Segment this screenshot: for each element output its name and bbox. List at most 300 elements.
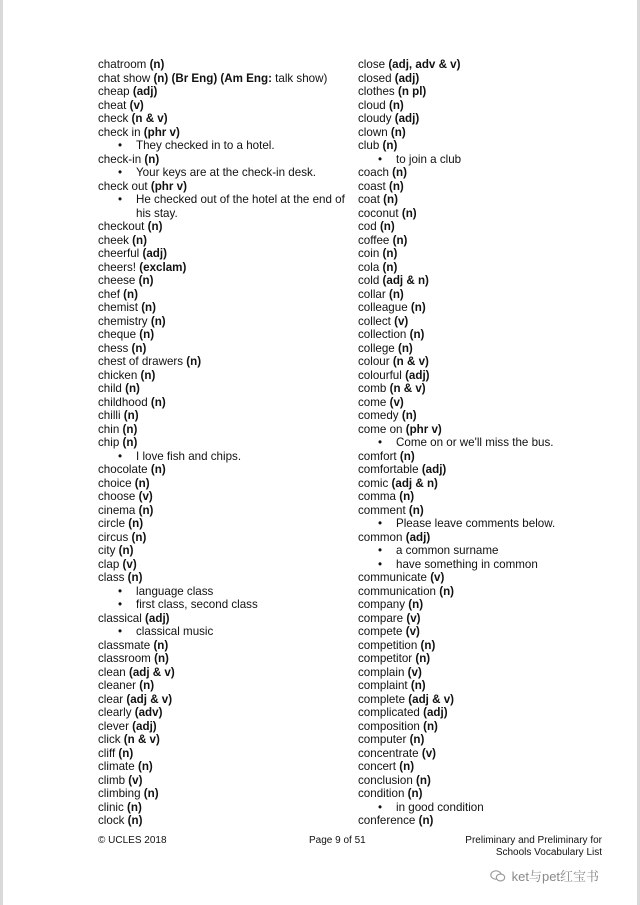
part-of-speech: (n): [408, 598, 424, 611]
headword: colourful: [358, 368, 402, 382]
headword: circle: [98, 517, 126, 530]
vocab-entry: [98, 274, 348, 288]
headword: coin: [358, 247, 380, 260]
vocab-entry: [358, 585, 618, 599]
footer-page-number: Page 9 of 51: [309, 835, 366, 846]
part-of-speech: (v): [128, 773, 143, 787]
bullet-icon: •: [118, 139, 123, 152]
headword: check out: [98, 179, 148, 193]
vocab-entry: [98, 531, 348, 545]
example-text: have something in common: [396, 557, 538, 571]
bullet-icon: •: [118, 584, 123, 598]
example-text: in good condition: [396, 800, 484, 814]
headword: chicken: [98, 368, 138, 382]
part-of-speech: (n): [139, 679, 155, 692]
part-of-speech: (n & v): [389, 382, 426, 395]
headword: climbing: [98, 787, 141, 800]
vocab-entry: [98, 733, 348, 747]
headword: comb: [358, 382, 387, 395]
headword: classroom: [98, 652, 151, 665]
example-text: language class: [136, 584, 214, 598]
part-of-speech: (n): [392, 233, 408, 247]
vocab-entry: [98, 517, 348, 531]
headword: click: [98, 733, 121, 746]
vocab-entry: [98, 490, 348, 504]
vocab-entry: [98, 612, 348, 626]
vocab-entry: [98, 153, 348, 167]
vocab-entry: [358, 247, 618, 261]
part-of-speech: (n): [409, 328, 425, 341]
headword: cola: [358, 260, 380, 274]
vocab-entry: [358, 666, 618, 680]
part-of-speech: (n): [150, 395, 166, 409]
headword: cheek: [98, 233, 129, 247]
headword: cold: [358, 274, 380, 287]
part-of-speech: (n): [418, 814, 434, 827]
part-of-speech: (n): [134, 476, 150, 490]
part-of-speech: (n): [123, 287, 138, 301]
part-of-speech: (n): [383, 193, 398, 206]
headword: common: [358, 530, 403, 544]
headword-note: talk show): [275, 71, 328, 85]
part-of-speech: (n): [137, 760, 153, 773]
headword: comment: [358, 503, 406, 517]
part-of-speech: (n): [420, 638, 436, 652]
vocab-entry: [358, 760, 618, 774]
headword: close: [358, 58, 386, 71]
headword: clever: [98, 719, 129, 733]
headword: coast: [358, 179, 386, 193]
headword: collection: [358, 328, 407, 341]
headword: college: [358, 341, 395, 355]
vocab-entry: [358, 612, 618, 626]
example-sentence: [98, 625, 348, 639]
vocab-entry: [358, 288, 618, 302]
part-of-speech: (adj): [145, 611, 170, 625]
headword: comic: [358, 476, 389, 490]
part-of-speech: (n): [123, 409, 139, 422]
headword: collect: [358, 314, 391, 328]
example-sentence: [358, 517, 618, 531]
vocab-entry: [358, 85, 618, 99]
part-of-speech: (n): [410, 301, 426, 314]
bullet-icon: •: [378, 544, 383, 557]
headword: competition: [358, 638, 418, 652]
headword: chef: [98, 287, 120, 301]
example-text: They checked in to a hotel.: [136, 139, 275, 152]
headword: cheerful: [98, 247, 140, 260]
part-of-speech: (n): [143, 787, 159, 800]
wechat-icon: [490, 870, 506, 882]
headword: concentrate: [358, 746, 419, 760]
part-of-speech: (n): [407, 787, 423, 800]
vocab-entry: [358, 504, 618, 518]
vocab-entry: [358, 139, 618, 153]
part-of-speech: (v): [405, 625, 420, 638]
part-of-speech: (n): [401, 206, 417, 220]
vocab-entry: [98, 747, 348, 761]
vocab-entry: [98, 261, 348, 275]
part-of-speech: (n): [423, 719, 438, 733]
headword: cheque: [98, 328, 137, 341]
part-of-speech: (n): [140, 368, 156, 382]
example-sentence: [358, 153, 618, 167]
vocab-entry: [98, 234, 348, 248]
part-of-speech: (n): [186, 355, 202, 368]
vocab-entry: [358, 180, 618, 194]
part-of-speech: (n) (Br Eng) (Am Eng:: [153, 71, 272, 85]
vocab-entry: [358, 342, 618, 356]
vocab-entry: [358, 355, 618, 369]
headword: company: [358, 598, 406, 611]
part-of-speech: (n): [132, 233, 147, 247]
vocab-entry: [98, 409, 348, 423]
part-of-speech: (n): [122, 422, 138, 436]
headword: comfortable: [358, 463, 419, 476]
part-of-speech: (adj): [423, 706, 448, 719]
part-of-speech: (adj): [132, 719, 157, 733]
part-of-speech: (n): [415, 652, 431, 665]
vocab-entry: [358, 531, 618, 545]
part-of-speech: (n): [149, 58, 165, 71]
vocab-entry: [98, 436, 348, 450]
part-of-speech: (n): [150, 463, 166, 476]
part-of-speech: (n): [147, 220, 163, 233]
headword: chess: [98, 341, 129, 355]
headword: class: [98, 571, 125, 584]
watermark-text: ket与pet红宝书: [511, 869, 600, 884]
vocab-entry: [358, 720, 618, 734]
vocab-entry: [358, 328, 618, 342]
part-of-speech: (n): [379, 220, 395, 233]
part-of-speech: (n): [127, 800, 142, 814]
headword: chat show: [98, 71, 151, 85]
example-text: first class, second class: [136, 598, 258, 611]
bullet-icon: •: [378, 800, 383, 814]
example-text: Come on or we'll miss the bus.: [396, 436, 554, 449]
vocab-entry: [358, 112, 618, 126]
part-of-speech: (n): [127, 814, 143, 827]
page-edge-left: [0, 0, 3, 905]
vocab-entry: [358, 639, 618, 653]
headword: conference: [358, 814, 416, 827]
vocab-entry: [358, 774, 618, 788]
headword: chilli: [98, 409, 121, 422]
part-of-speech: (v): [430, 571, 445, 584]
part-of-speech: (n): [409, 733, 425, 746]
headword: competitor: [358, 652, 413, 665]
vocab-entry: [98, 693, 348, 707]
example-sentence: [358, 436, 618, 450]
footer-document-title-line2: Schools Vocabulary List: [495, 847, 602, 858]
headword: chocolate: [98, 463, 148, 476]
bullet-icon: •: [118, 598, 123, 611]
part-of-speech: (n): [153, 638, 169, 652]
vocab-entry: [358, 99, 618, 113]
vocab-entry: [358, 733, 618, 747]
vocab-entry: [358, 301, 618, 315]
headword: cheers!: [98, 260, 137, 274]
part-of-speech: (adj & v): [408, 692, 455, 706]
part-of-speech: (adj, adv & v): [388, 58, 461, 71]
headword: check in: [98, 125, 141, 139]
headword: circus: [98, 530, 129, 544]
headword: chest of drawers: [98, 355, 184, 368]
vocab-entry: [98, 315, 348, 329]
headword: coconut: [358, 206, 399, 220]
headword: clothes: [358, 85, 395, 98]
part-of-speech: (adj): [405, 530, 431, 544]
part-of-speech: (v): [129, 98, 144, 112]
headword: conclusion: [358, 773, 413, 787]
vocab-entry: [98, 112, 348, 126]
headword: closed: [358, 71, 392, 85]
vocab-entry: [98, 369, 348, 383]
part-of-speech: (n): [131, 341, 147, 355]
headword: complain: [358, 665, 405, 679]
headword: colleague: [358, 301, 408, 314]
part-of-speech: (adj): [142, 247, 167, 260]
part-of-speech: (v): [122, 557, 137, 571]
part-of-speech: (v): [406, 611, 421, 625]
part-of-speech: (v): [389, 395, 404, 409]
example-text: a common surname: [396, 544, 499, 557]
headword: comfort: [358, 449, 397, 463]
vocab-entry: [358, 625, 618, 639]
headword: climate: [98, 760, 135, 773]
part-of-speech: (adj): [394, 71, 420, 85]
part-of-speech: (n): [150, 314, 166, 328]
vocab-entry: [358, 693, 618, 707]
part-of-speech: (n & v): [123, 733, 160, 746]
headword: check: [98, 112, 129, 125]
example-sentence: [98, 450, 348, 464]
part-of-speech: (n): [382, 139, 398, 152]
vocab-entry: [358, 571, 618, 585]
part-of-speech: (n): [138, 503, 154, 517]
part-of-speech: (n): [388, 179, 404, 193]
vocab-entry: [358, 787, 618, 801]
headword: cod: [358, 220, 377, 233]
vocab-entry: [98, 814, 348, 828]
vocab-entry: [98, 504, 348, 518]
headword: condition: [358, 787, 405, 800]
part-of-speech: (n): [144, 152, 160, 166]
vocab-entry: [98, 396, 348, 410]
vocab-entry: [98, 463, 348, 477]
vocab-entry: [358, 463, 618, 477]
headword: classmate: [98, 638, 151, 652]
vocab-entry: [98, 99, 348, 113]
example-text: classical music: [136, 625, 214, 638]
vocab-entry: [358, 207, 618, 221]
part-of-speech: (n): [439, 584, 455, 598]
vocab-entry: [358, 409, 618, 423]
footer-document-title: [442, 835, 602, 859]
part-of-speech: (n): [127, 571, 143, 584]
headword: coat: [358, 193, 380, 206]
headword: complete: [358, 692, 406, 706]
vocab-entry: [98, 220, 348, 234]
part-of-speech: (n): [410, 679, 426, 692]
headword: clearly: [98, 706, 132, 719]
vocab-entry: [98, 720, 348, 734]
vocab-entry: [358, 396, 618, 410]
part-of-speech: (exclam): [139, 260, 187, 274]
part-of-speech: (n): [399, 490, 415, 503]
part-of-speech: (adj & n): [382, 274, 429, 287]
part-of-speech: (n): [122, 436, 138, 449]
headword: cheese: [98, 274, 136, 287]
part-of-speech: (v): [138, 490, 153, 503]
vocab-entry: [98, 760, 348, 774]
vocab-entry: [98, 72, 348, 86]
part-of-speech: (v): [421, 746, 436, 760]
vocab-entry: [358, 261, 618, 275]
headword: clown: [358, 125, 388, 139]
vocab-entry: [358, 72, 618, 86]
example-sentence: [358, 801, 618, 815]
headword: compare: [358, 611, 404, 625]
part-of-speech: (phr v): [150, 179, 187, 193]
part-of-speech: (phr v): [405, 422, 442, 436]
part-of-speech: (v): [407, 665, 422, 679]
vocab-entry: [358, 423, 618, 437]
vocab-entry: [358, 274, 618, 288]
vocab-entry: [98, 679, 348, 693]
headword: compete: [358, 625, 403, 638]
headword: computer: [358, 733, 407, 746]
vocab-entry: [98, 382, 348, 396]
vocab-entry: [358, 382, 618, 396]
headword: concert: [358, 760, 397, 773]
vocab-entry: [98, 301, 348, 315]
headword: cloud: [358, 98, 386, 112]
example-sentence: [358, 558, 618, 572]
headword: come: [358, 395, 387, 409]
part-of-speech: (n): [382, 247, 398, 260]
example-text: I love fish and chips.: [136, 449, 242, 463]
vocab-entry: [98, 288, 348, 302]
headword: communicate: [358, 571, 427, 584]
part-of-speech: (adj): [405, 368, 430, 382]
headword: coffee: [358, 233, 390, 247]
headword: cleaner: [98, 679, 137, 692]
vocab-entry: [358, 193, 618, 207]
vocab-entry: [98, 58, 348, 72]
part-of-speech: (adj): [132, 85, 158, 98]
headword: chatroom: [98, 58, 147, 71]
part-of-speech: (n): [388, 287, 404, 301]
vocab-entry: [358, 814, 618, 828]
vocab-entry: [358, 315, 618, 329]
bullet-icon: •: [378, 436, 383, 449]
part-of-speech: (n): [399, 449, 415, 463]
vocab-entry: [98, 328, 348, 342]
headword: cliff: [98, 746, 116, 760]
vocab-entry: [358, 477, 618, 491]
headword: check-in: [98, 152, 142, 166]
vocab-entry: [358, 652, 618, 666]
headword: complaint: [358, 679, 408, 692]
part-of-speech: (n): [118, 544, 134, 557]
headword: checkout: [98, 220, 145, 233]
headword: come on: [358, 422, 403, 436]
vocab-entry: [98, 342, 348, 356]
headword: cinema: [98, 503, 136, 517]
headword: colour: [358, 355, 390, 368]
part-of-speech: (n): [392, 166, 407, 179]
part-of-speech: (n): [416, 773, 431, 787]
headword: clock: [98, 814, 125, 827]
vocab-entry: [98, 652, 348, 666]
vocab-entry: [98, 180, 348, 194]
part-of-speech: (adj): [394, 112, 420, 125]
headword: cheap: [98, 85, 130, 98]
vocab-entry: [358, 679, 618, 693]
watermark: [490, 866, 599, 885]
headword: chemist: [98, 301, 138, 314]
part-of-speech: (n & v): [392, 355, 429, 368]
example-sentence: [98, 139, 348, 153]
headword: classical: [98, 611, 142, 625]
part-of-speech: (adj & v): [128, 665, 175, 679]
example-sentence: [98, 598, 348, 612]
footer-document-title-line1: Preliminary and Preliminary for: [465, 835, 602, 846]
part-of-speech: (v): [394, 314, 409, 328]
footer-copyright: © UCLES 2018: [98, 835, 167, 846]
vocab-entry: [98, 126, 348, 140]
example-text: He checked out of the hotel at the end of his stay.: [136, 193, 345, 220]
headword: clap: [98, 557, 120, 571]
vocab-entry: [358, 450, 618, 464]
vocab-entry: [358, 706, 618, 720]
headword: clear: [98, 692, 124, 706]
vocab-entry: [358, 369, 618, 383]
part-of-speech: (adj): [421, 463, 447, 476]
headword: communication: [358, 584, 436, 598]
vocab-entry: [98, 787, 348, 801]
vocab-entry: [98, 85, 348, 99]
headword: comedy: [358, 409, 399, 422]
vocab-entry: [98, 477, 348, 491]
headword: climb: [98, 773, 126, 787]
example-sentence: [358, 544, 618, 558]
bullet-icon: •: [118, 449, 123, 463]
headword: collar: [358, 287, 386, 301]
example-text: Your keys are at the check-in desk.: [136, 166, 317, 179]
vocab-entry: [98, 571, 348, 585]
part-of-speech: (adj & n): [391, 476, 438, 490]
vocab-entry: [358, 58, 618, 72]
vocab-entry: [358, 220, 618, 234]
example-sentence: [98, 585, 348, 599]
part-of-speech: (n): [399, 760, 415, 773]
vocabulary-column-right: [358, 58, 618, 828]
part-of-speech: (n): [125, 382, 140, 395]
part-of-speech: (adv): [134, 706, 163, 719]
vocab-entry: [98, 706, 348, 720]
vocab-entry: [358, 126, 618, 140]
part-of-speech: (n): [131, 530, 147, 544]
part-of-speech: (n pl): [397, 85, 427, 98]
vocab-entry: [98, 639, 348, 653]
bullet-icon: •: [118, 625, 123, 638]
part-of-speech: (n): [388, 98, 404, 112]
vocab-entry: [98, 423, 348, 437]
bullet-icon: •: [378, 557, 383, 571]
vocab-entry: [358, 598, 618, 612]
